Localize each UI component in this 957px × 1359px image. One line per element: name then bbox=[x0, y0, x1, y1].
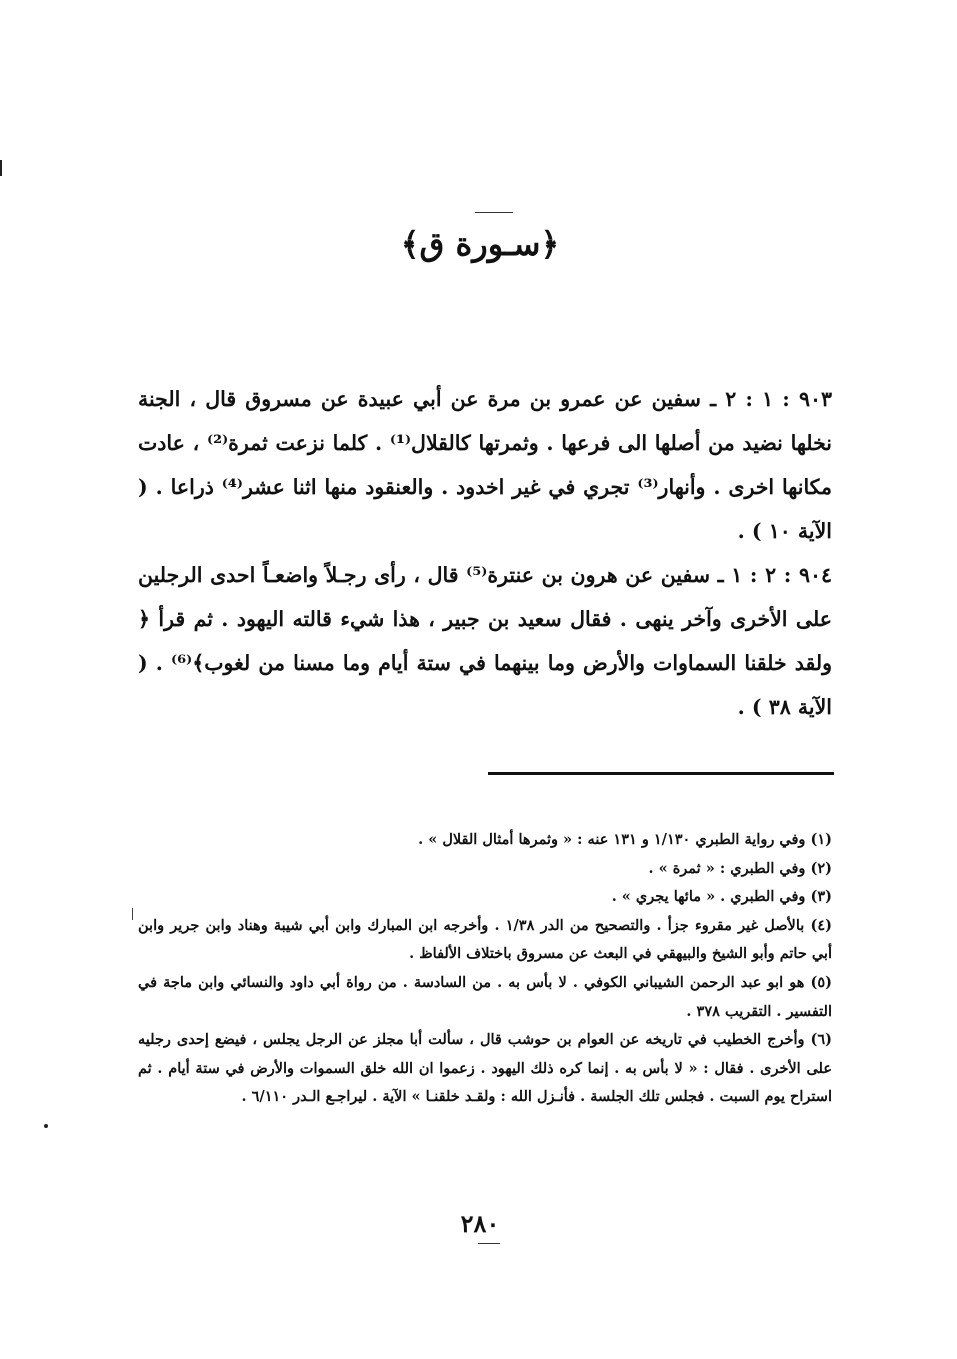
footnote-3: (٣) وفي الطبري . « مائها يجري » . bbox=[611, 888, 832, 906]
page-number: ٢٨٠ bbox=[460, 1209, 500, 1238]
margin-stroke-mark bbox=[132, 908, 133, 920]
title-top-rule bbox=[475, 212, 513, 213]
footnote-5: (٥) هو ابو عبد الرحمن الشيباني الكوفي . لا بأس به . من السادسة . من رواة أبي داود والنسائي وابن ماجة في التفسير . التقريب ٣٧٨ . bbox=[138, 973, 832, 1020]
surah-title: ﴿سـورة ق﴾ bbox=[400, 225, 560, 263]
page-number-underline bbox=[478, 1243, 500, 1244]
footnote-1: (١) وفي رواية الطبري ١/١٣٠ و ١٣١ عنه : « وثمرها أمثال القلال » . bbox=[418, 831, 832, 848]
entry-904: ٩٠٤ : ٢ : ١ ـ سفين عن هرون بن عنترة⁽⁵⁾ قال ، رأى رجـلاً واضعـاً احدى الرجلين على الأخرى وآخر ينهى . فقال سعيد بن جبير ، هذا شيء قالته اليهود . ثم قرأ ﴿ ولقد خلقنا السماوات والأرض وما بينهما في ستة أيام وما مسنا من لغوب﴾⁽⁶⁾ . ( الآية ٣٨ ) . bbox=[138, 562, 832, 719]
footnote-2: (٢) وفي الطبري : « ثمرة » . bbox=[648, 859, 832, 877]
entry-903: ٩٠٣ : ١ : ٢ ـ سفين عن عمرو بن مرة عن أبي عبيدة عن مسروق قال ، الجنة نخلها نضيد من أصلها الى فرعها . وثمرتها كالقلال⁽¹⁾ . كلما نزعت ثمرة⁽²⁾ ، عادت مكانها اخرى . وأنهار⁽³⁾ تجري في غير اخدود . والعنقود منها اثنا عشر⁽⁴⁾ ذراعا . ( الآية ١٠ ) . bbox=[138, 386, 833, 543]
margin-dot-mark bbox=[44, 1124, 48, 1128]
footnote-6: (٦) وأخرج الخطيب في تاريخه عن العوام بن حوشب قال ، سألت أبا مجلز عن الرجل يجلس ، فيضع إحدى رجليه على الأخرى . فقال : « لا بأس به . إنما كره ذلك اليهود . زعموا ان الله خلق السموات والأرض في ستة أيام . ثم استراح يوم السبت . فجلس تلك الجلسة . فأنـزل الله : ولقـد خلقنـا » الآية . ليراجـع الـدر ٦/١١٠ . bbox=[138, 1031, 832, 1106]
footnote-4: (٤) بالأصل غير مقروء جزأ . والتصحيح من الدر ١/٣٨ . وأخرجه ابن المبارك وابن أبي شيبة وهناد وابن جرير وابن أبي حاتم وأبو الشيخ والبيهقي في البعث عن مسروق باختلاف الألفاظ . bbox=[138, 916, 833, 963]
footnote-separator bbox=[488, 772, 834, 775]
footnotes-section bbox=[138, 826, 832, 1112]
margin-tick-mark bbox=[0, 160, 2, 176]
